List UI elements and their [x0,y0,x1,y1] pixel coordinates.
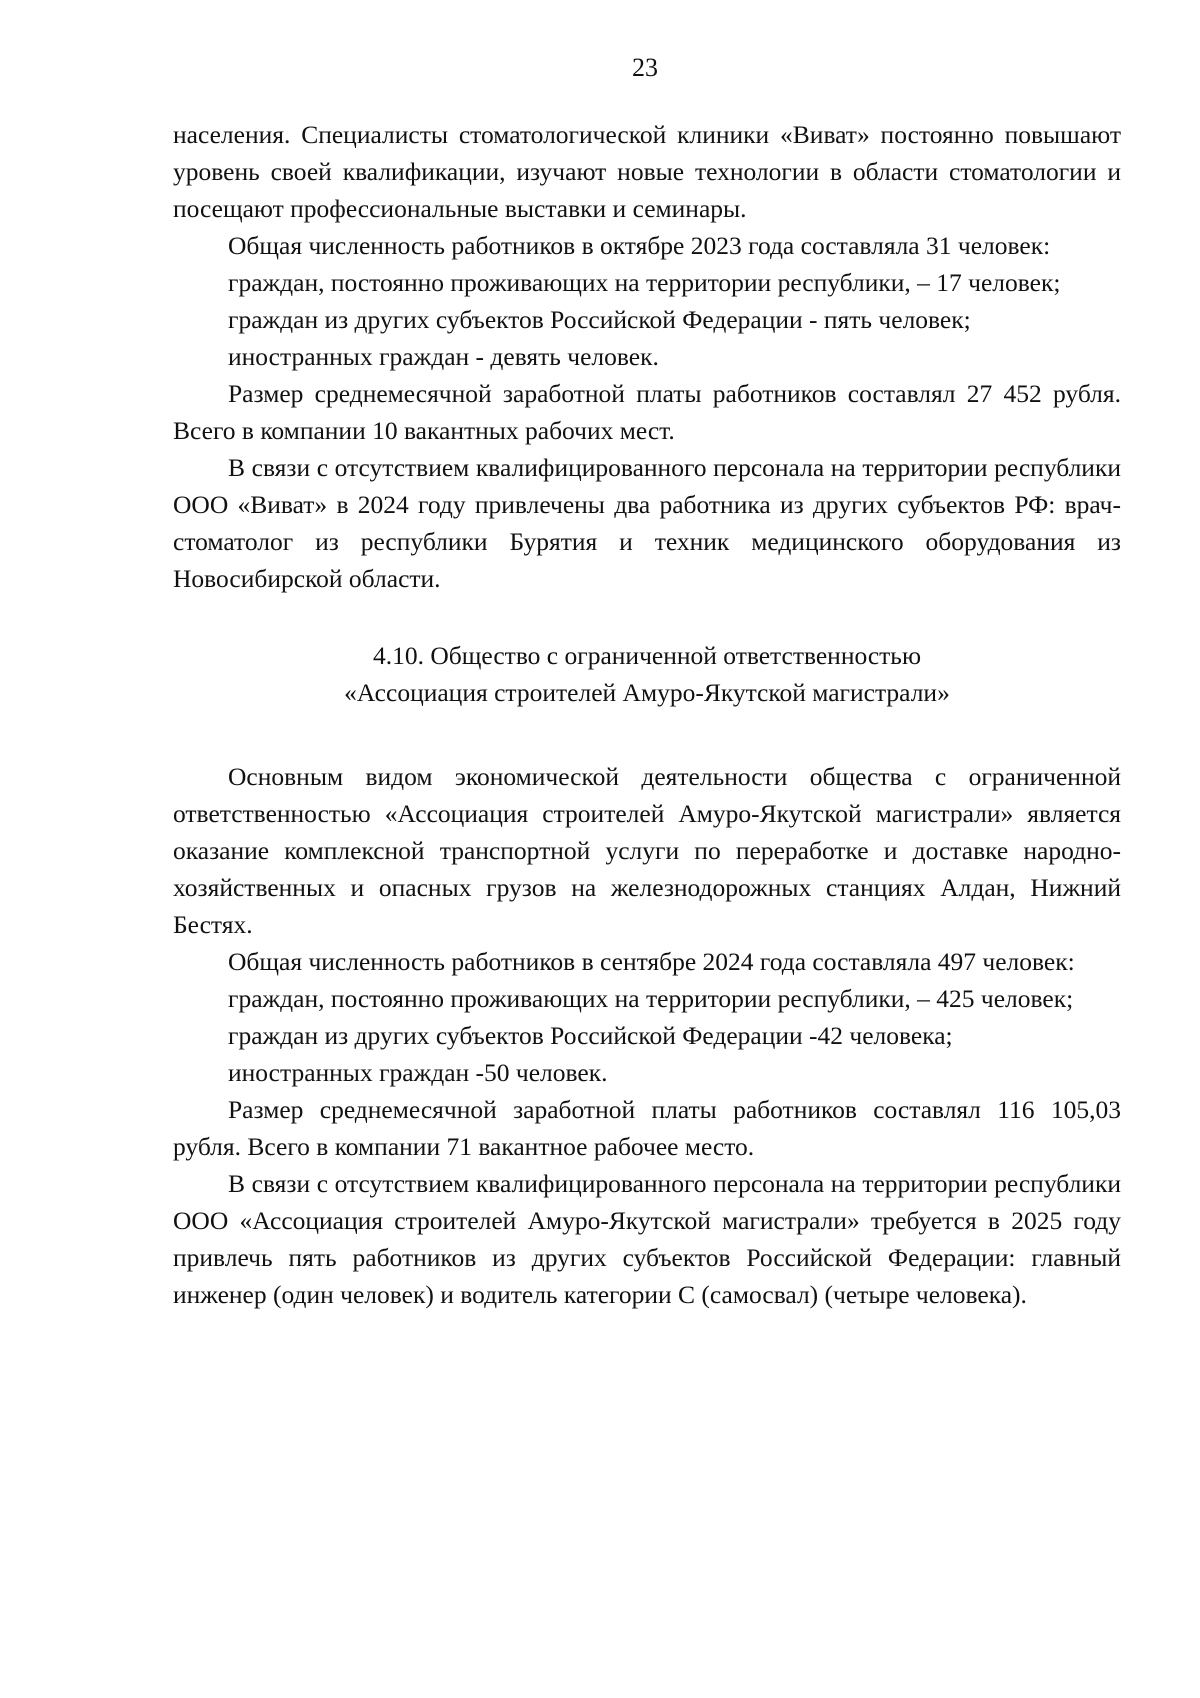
paragraph: Общая численность работников в сентябре 2024 года составляла 497 человек: [228,947,1075,976]
paragraph: Размер среднемесячной заработной платы работников составлял 116 105,03 рубля. Всего в компании 71 вакантное рабочее место. [173,1095,1121,1161]
paragraph: населения. Специалисты стоматологической клиники «Виват» постоянно повышают уровень своей квалификации, изучают новые технологии в области стоматологии и посещают профессиональные выставки и семинары. [173,120,1121,223]
section-heading-line-1: 4.10. Общество с ограниченной ответственностью [373,641,921,670]
section-heading [173,637,1121,711]
paragraph: В связи с отсутствием квалифицированного персонала на территории республики ООО «Ассоциация строителей Амуро-Якутской магистрали» требуется в 2025 году привлечь пять работников из других субъектов Российской Федерации: главный инженер (один человек) и водитель категории С (самосвал) (четыре человека). [173,1169,1121,1309]
paragraph: Размер среднемесячной заработной платы работников составлял 27 452 рубля. Всего в компании 10 вакантных рабочих мест. [173,379,1121,445]
paragraph: Основным видом экономической деятельности общества с ограниченной ответственностью «Ассоциация строителей Амуро-Якутской магистрали» является оказание комплексной транспортной услуги по переработке и доставке народно-хозяйственных и опасных грузов на железнодорожных станциях Алдан, Нижний Бестях. [173,762,1121,939]
paragraph: иностранных граждан - девять человек. [228,342,659,371]
paragraph: граждан из других субъектов Российской Федерации -42 человека; [228,1021,953,1050]
paragraph: граждан, постоянно проживающих на территории республики, – 17 человек; [228,268,1061,297]
paragraph: Общая численность работников в октябре 2023 года составляла 31 человек: [228,231,1051,260]
paragraph: иностранных граждан -50 человек. [228,1058,608,1087]
paragraph: граждан из других субъектов Российской Федерации - пять человек; [228,305,971,334]
paragraph: В связи с отсутствием квалифицированного персонала на территории республики ООО «Виват» в 2024 году привлечены два работника из других субъектов РФ: врач-стоматолог из республики Бурятия и техник медицинского оборудования из Новосибирской области. [173,453,1121,593]
section-heading-line-2: «Ассоциация строителей Амуро-Якутской магистрали» [344,678,950,707]
document-body [173,116,1121,1313]
paragraph: граждан, постоянно проживающих на территории республики, – 425 человек; [228,984,1074,1013]
page-number: 23 [632,53,658,82]
